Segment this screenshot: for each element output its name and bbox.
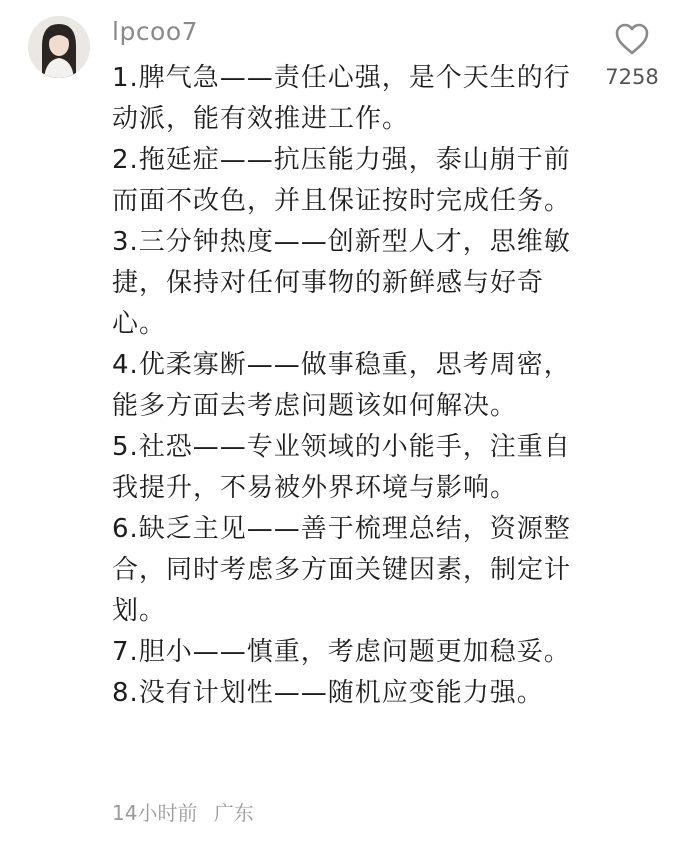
comment-line: 8.没有计划性——随机应变能力强。 (112, 678, 544, 708)
comment-line: 4.优柔寡断——做事稳重，思考周密，能多方面去考虑问题该如何解决。 (112, 350, 571, 421)
avatar-image (28, 16, 90, 78)
username[interactable]: lpcoo7 (112, 17, 199, 46)
comment-line: 1.脾气急——责任心强，是个天生的行动派，能有效推进工作。 (112, 63, 571, 134)
comment-line: 7.胆小——慎重，考虑问题更加稳妥。 (112, 637, 571, 667)
comment-location: 广东 (213, 801, 254, 825)
comment-line: 3.三分钟热度——创新型人才，思维敏捷，保持对任何事物的新鲜感与好奇心。 (112, 227, 571, 339)
avatar[interactable] (28, 16, 90, 78)
heart-outline-icon[interactable] (614, 22, 650, 56)
comment-line: 6.缺乏主见——善于梳理总结，资源整合，同时考虑多方面关键因素，制定计划。 (112, 514, 572, 626)
comment-line: 2.拖延症——抗压能力强，泰山崩于前而面不改色，并且保证按时完成任务。 (112, 145, 572, 216)
like-count: 7258 (605, 65, 659, 89)
comment-meta (112, 798, 254, 828)
comment-time: 14小时前 (112, 801, 198, 825)
comment-line: 5.社恐——专业领域的小能手，注重自我提升，不易被外界环境与影响。 (112, 432, 571, 503)
comment-content (112, 58, 582, 714)
like-button[interactable] (592, 22, 672, 90)
